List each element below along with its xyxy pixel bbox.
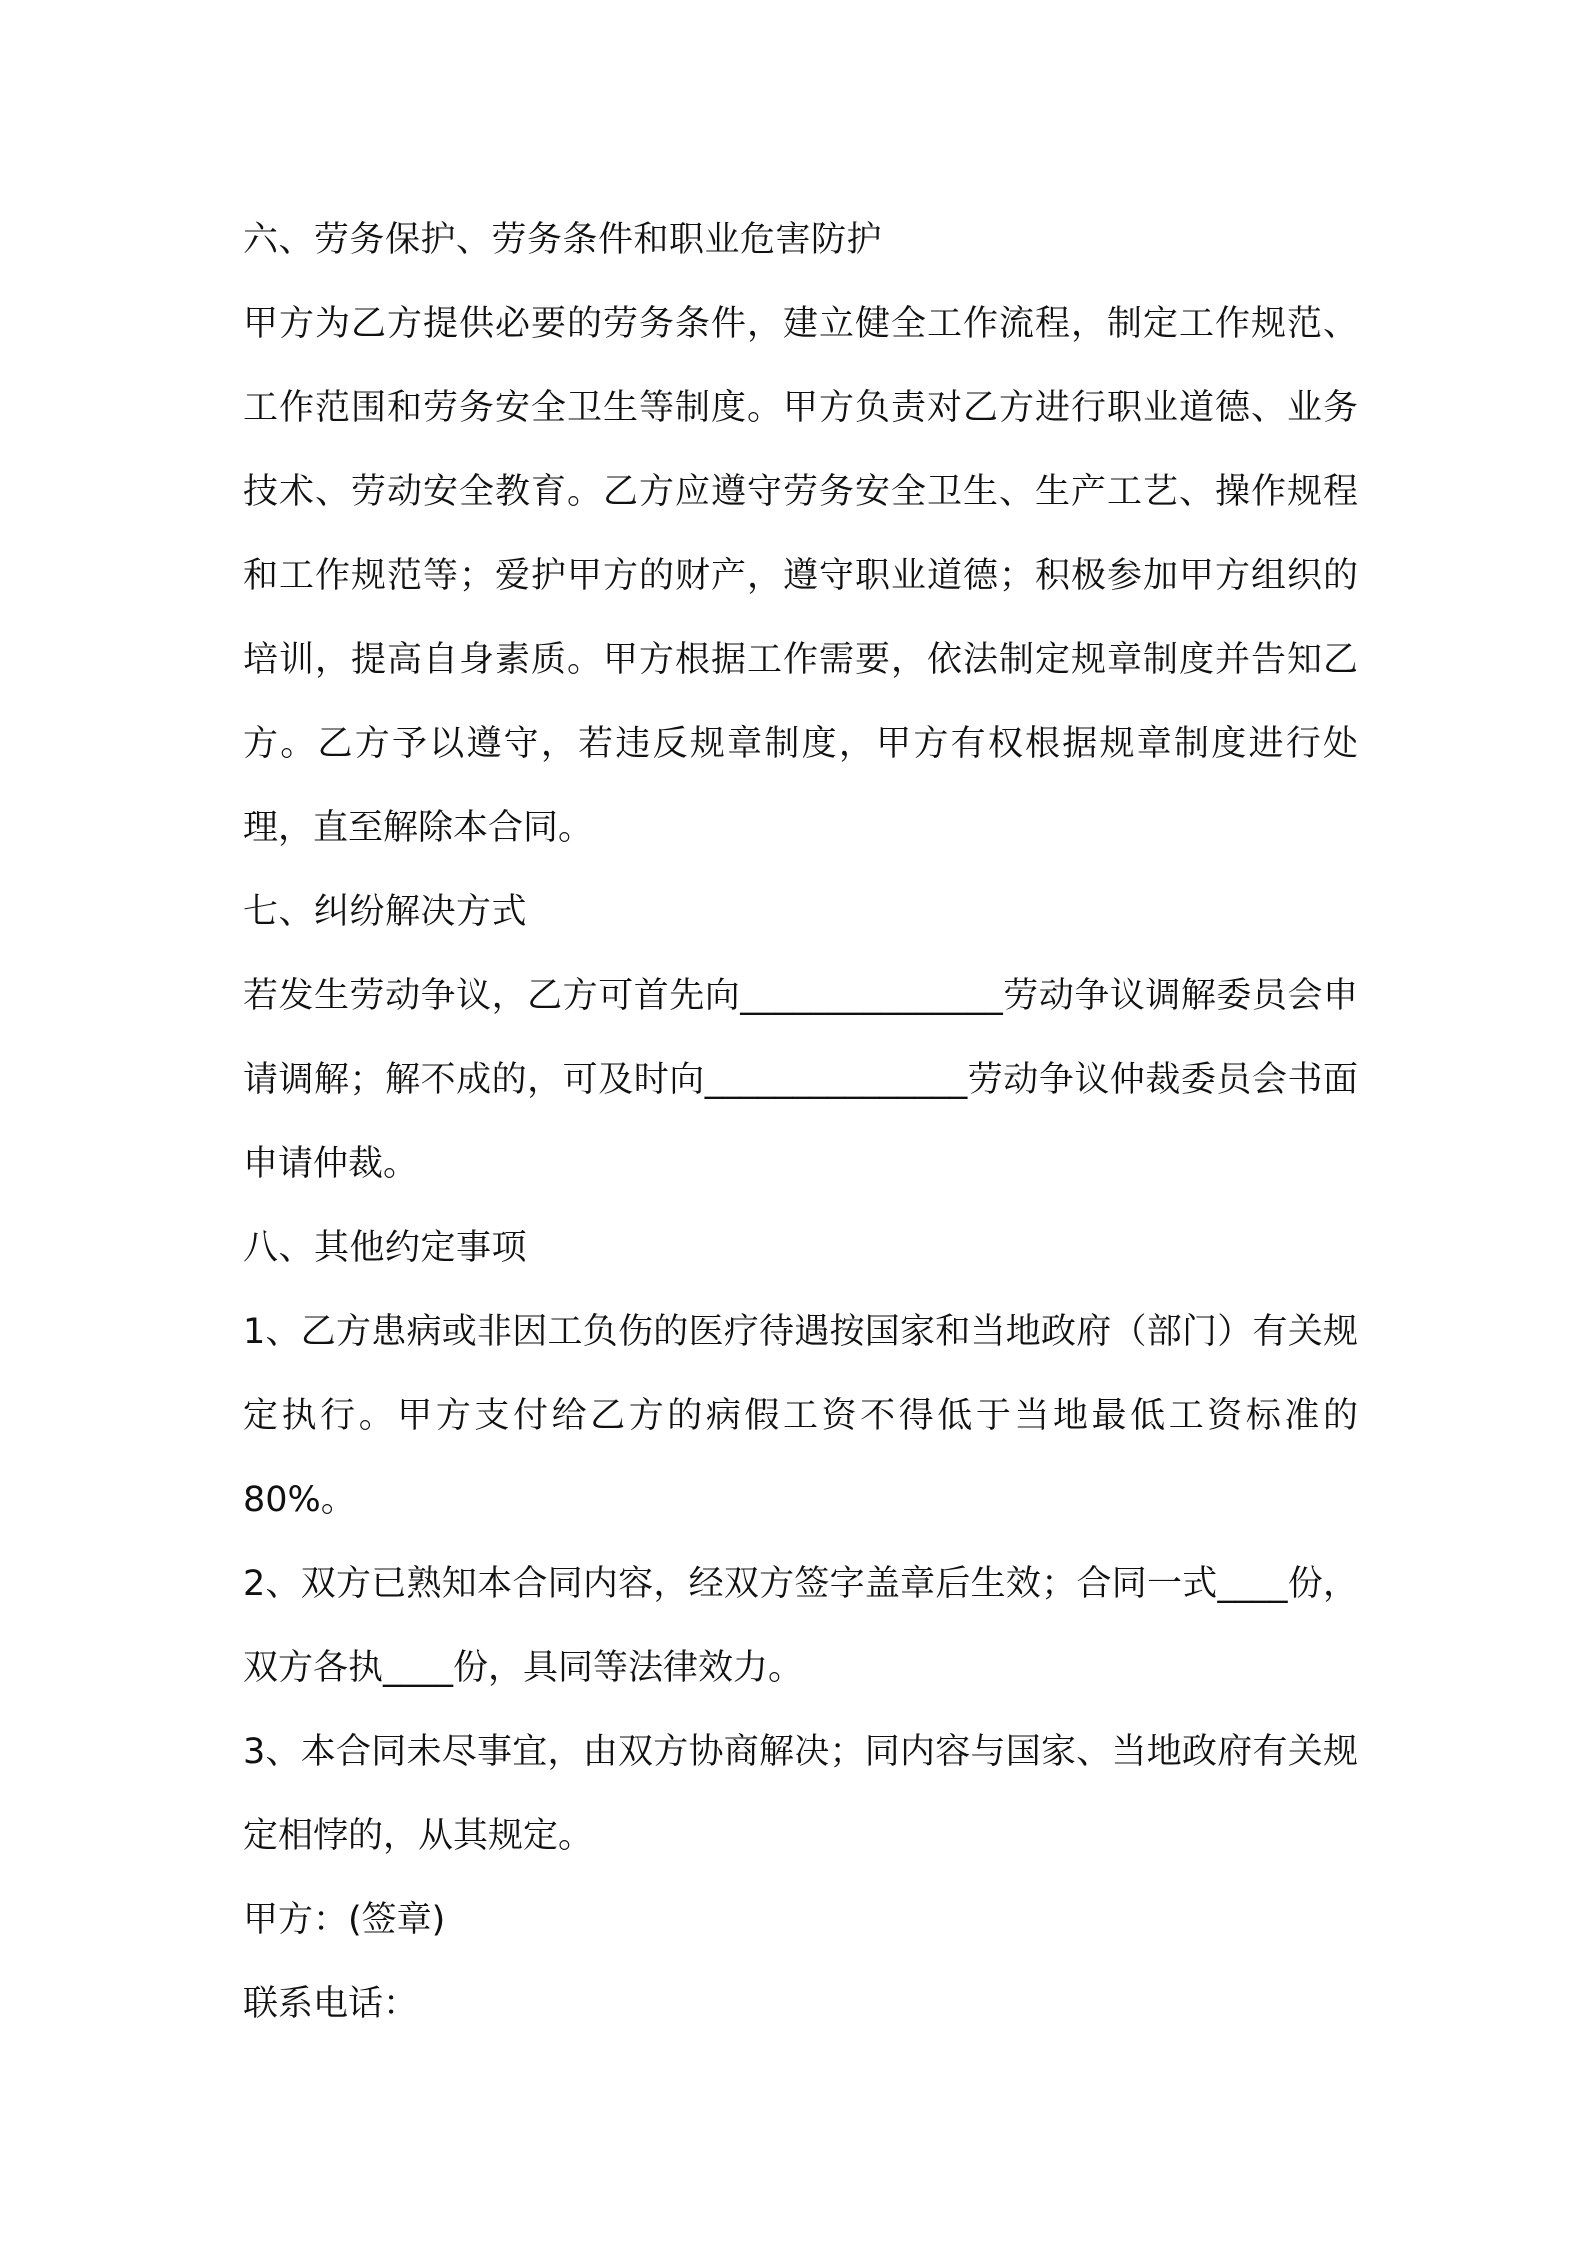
section-8-heading: 八、其他约定事项: [243, 1228, 528, 1268]
section-6-body: 甲方为乙方提供必要的劳务条件，建立健全工作流程，制定工作规范、工作范围和劳务安全卫生等制度。甲方负责对乙方进行职业道德、业务技术、劳动安全教育。乙方应遵守劳务安全卫生、生产工艺、操作规程和工作规范等；爱护甲方的财产，遵守职业道德；积极参加甲方组织的培训，提高自身素质。甲方根据工作需要，依法制定规章制度并告知乙方。乙方予以遵守，若违反规章制度，甲方有权根据规章制度进行处理，直至解除本合同。: [243, 304, 1358, 848]
section-6-heading: 六、劳务保护、劳务条件和职业危害防护: [243, 220, 883, 260]
party-a-signature-label: 甲方：(签章): [243, 1900, 446, 1940]
contact-phone-label: 联系电话：: [243, 1984, 419, 2024]
section-7-heading: 七、纠纷解决方式: [243, 892, 528, 932]
section-8-item-2: 2、双方已熟知本合同内容，经双方签字盖章后生效；合同一式____份，双方各执____份，具同等法律效力。: [243, 1564, 1358, 1688]
contract-content: [243, 198, 1358, 2046]
section-8-item-3: 3、本合同未尽事宜，由双方协商解决；同内容与国家、当地政府有关规定相悖的，从其规定。: [243, 1732, 1358, 1856]
section-8-item-1: 1、乙方患病或非因工负伤的医疗待遇按国家和当地政府（部门）有关规定执行。甲方支付给乙方的病假工资不得低于当地最低工资标准的 80%。: [243, 1312, 1358, 1520]
section-7-body: 若发生劳动争议，乙方可首先向_______________劳动争议调解委员会申请调解；解不成的，可及时向_______________劳动争议仲裁委员会书面申请仲裁。: [243, 976, 1358, 1184]
